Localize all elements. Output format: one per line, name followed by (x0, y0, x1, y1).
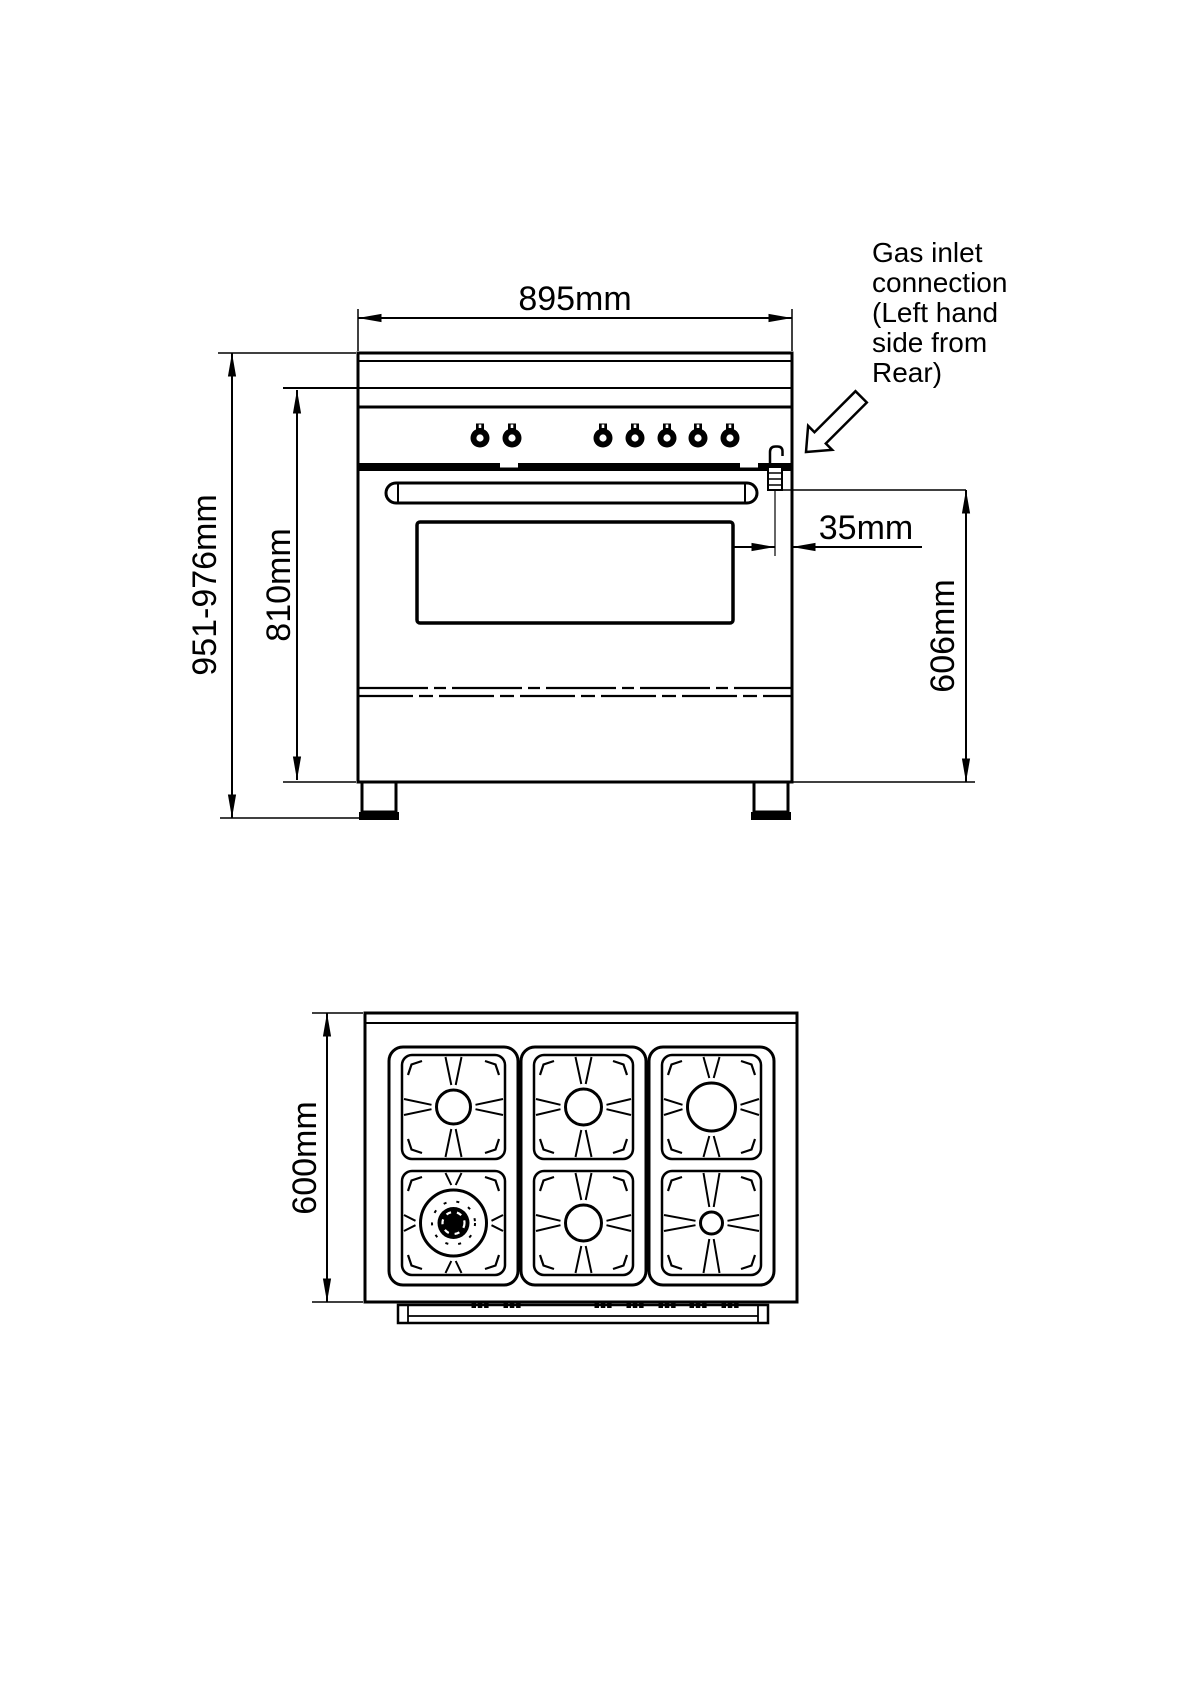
knob-top-mark (601, 1302, 606, 1308)
grate-finger (576, 1130, 582, 1157)
grate-finger (714, 1173, 720, 1207)
grate-corner-hook (613, 1255, 627, 1269)
burner-circle (437, 1090, 471, 1124)
grate-corner-hook (741, 1139, 755, 1153)
knob-top-mark (702, 1302, 707, 1308)
burner-circle (566, 1089, 602, 1125)
grate-finger (704, 1057, 710, 1078)
dimension-gas-offset (733, 509, 922, 547)
grate-finger (704, 1239, 710, 1273)
knob-top-mark (607, 1302, 612, 1308)
grate-finger (536, 1215, 561, 1221)
grate-finger (576, 1173, 582, 1200)
grate-finger (492, 1225, 504, 1231)
grate-finger (536, 1099, 561, 1105)
grate-corner-hook (540, 1177, 554, 1191)
grate-corner-hook (540, 1139, 554, 1153)
grate-finger (704, 1136, 710, 1157)
grate-finger (446, 1173, 452, 1185)
grate-finger (404, 1225, 416, 1231)
dimension-depth (286, 1013, 363, 1302)
grate-finger (586, 1130, 592, 1157)
grate-cell (662, 1171, 761, 1275)
knob-top-mark (671, 1302, 676, 1308)
grate-corner-hook (408, 1061, 422, 1075)
knob-top-mark (633, 1302, 638, 1308)
oven-feet (359, 782, 791, 820)
gas-inlet-note: Gas inlet connection (Left hand side from Rear) (872, 237, 1008, 388)
grate-finger (404, 1099, 432, 1105)
grate-finger (536, 1225, 561, 1231)
grate-cell (402, 1171, 505, 1275)
control-knob (721, 424, 740, 448)
dimension-body-height (260, 390, 356, 782)
knob-top-mark (665, 1302, 670, 1308)
oven-door-top-band (358, 463, 792, 471)
grate-corner-hook (613, 1139, 627, 1153)
hinge-notch-right (740, 463, 758, 468)
grate-finger (607, 1109, 632, 1115)
hinge-notch-left (500, 463, 518, 468)
grate-corner-hook (668, 1255, 682, 1269)
grate-corner-hook (485, 1177, 499, 1191)
grate-section-middle (521, 1047, 646, 1285)
depth-dimension-label: 600mm (286, 1101, 324, 1215)
grate-finger (664, 1225, 696, 1231)
grate-finger (446, 1129, 452, 1157)
knob-top-mark (510, 1302, 515, 1308)
control-knob (689, 424, 708, 448)
body-height-dimension-label: 810mm (260, 528, 298, 642)
grate-finger (586, 1246, 592, 1273)
grate-corner-hook (408, 1139, 422, 1153)
grate-finger (607, 1215, 632, 1221)
oven-door-window (417, 522, 733, 623)
grate-cell (534, 1171, 633, 1275)
oven-door-handle (386, 483, 757, 503)
grate-finger (456, 1129, 462, 1157)
grate-corner-hook (741, 1177, 755, 1191)
grate-corner-hook (485, 1139, 499, 1153)
grate-corner-hook (741, 1061, 755, 1075)
grate-finger (456, 1261, 462, 1273)
grate-corner-hook (485, 1255, 499, 1269)
gas-height-dimension-label: 606mm (924, 579, 962, 693)
control-knob (658, 424, 677, 448)
cooktop-outline (365, 1013, 797, 1302)
grate-corner-hook (668, 1177, 682, 1191)
grate-finger (586, 1173, 592, 1200)
grate-section-left (389, 1047, 518, 1285)
grate-finger (492, 1215, 504, 1221)
grate-finger (728, 1215, 760, 1221)
gas-inlet-fitting (768, 447, 783, 557)
knob-top-mark (627, 1302, 632, 1308)
grate-corner-hook (668, 1061, 682, 1075)
gas-inlet-pointer-arrow-icon (794, 385, 873, 464)
knob-top-mark (595, 1302, 600, 1308)
knob-top-mark (472, 1302, 477, 1308)
width-dimension-label: 895mm (518, 280, 632, 318)
grate-finger (456, 1173, 462, 1185)
grate-corner-hook (408, 1177, 422, 1191)
grate-finger (476, 1109, 504, 1115)
knob-top-marks (472, 1302, 739, 1308)
grate-finger (446, 1261, 452, 1273)
knob-top-mark (728, 1302, 733, 1308)
knob-top-mark (504, 1302, 509, 1308)
grate-cell (402, 1055, 505, 1159)
front-view (186, 237, 1015, 820)
grate-corner-hook (408, 1255, 422, 1269)
cooktop-front-strip (398, 1305, 768, 1323)
grate-corner-hook (668, 1139, 682, 1153)
overall-height-dimension-label: 951-976mm (186, 494, 224, 676)
grate-finger (728, 1225, 760, 1231)
knob-top-mark (478, 1302, 483, 1308)
control-knob (503, 424, 522, 448)
knob-top-mark (639, 1302, 644, 1308)
top-view (286, 1013, 797, 1323)
grate-finger (664, 1099, 683, 1105)
grate-cells (402, 1055, 761, 1275)
knob-top-mark (516, 1302, 521, 1308)
dimension-width (358, 280, 792, 351)
grate-finger (741, 1099, 760, 1105)
control-knob (626, 424, 645, 448)
knob-top-mark (696, 1302, 701, 1308)
grate-corner-hook (540, 1061, 554, 1075)
grate-finger (476, 1099, 504, 1105)
knob-top-mark (722, 1302, 727, 1308)
control-knob (594, 424, 613, 448)
grate-finger (586, 1057, 592, 1084)
grate-finger (714, 1136, 720, 1157)
grate-finger (536, 1109, 561, 1115)
grate-finger (576, 1057, 582, 1084)
grate-cell (534, 1055, 633, 1159)
grate-cell (662, 1055, 761, 1159)
grate-finger (664, 1215, 696, 1221)
grate-finger (404, 1215, 416, 1221)
oven-body-outline (358, 353, 792, 782)
gas-offset-dimension-label: 35mm (818, 509, 914, 547)
grate-finger (704, 1173, 710, 1207)
grate-corner-hook (613, 1061, 627, 1075)
control-knob (471, 424, 490, 448)
burner-circle (688, 1083, 736, 1131)
grate-finger (741, 1109, 760, 1115)
grate-finger (446, 1057, 452, 1085)
grate-corner-hook (540, 1255, 554, 1269)
grate-finger (607, 1099, 632, 1105)
grate-corner-hook (485, 1061, 499, 1075)
knob-top-mark (734, 1302, 739, 1308)
grate-finger (714, 1239, 720, 1273)
burner-circle (701, 1212, 723, 1234)
knob-top-mark (690, 1302, 695, 1308)
burner-circle (566, 1205, 602, 1241)
grate-finger (664, 1109, 683, 1115)
grate-finger (714, 1057, 720, 1078)
grate-finger (576, 1246, 582, 1273)
grate-corner-hook (613, 1177, 627, 1191)
control-knob-row (471, 424, 740, 448)
grate-finger (456, 1057, 462, 1085)
grate-finger (607, 1225, 632, 1231)
knob-top-mark (659, 1302, 664, 1308)
knob-top-mark (484, 1302, 489, 1308)
grate-corner-hook (741, 1255, 755, 1269)
grate-finger (404, 1109, 432, 1115)
